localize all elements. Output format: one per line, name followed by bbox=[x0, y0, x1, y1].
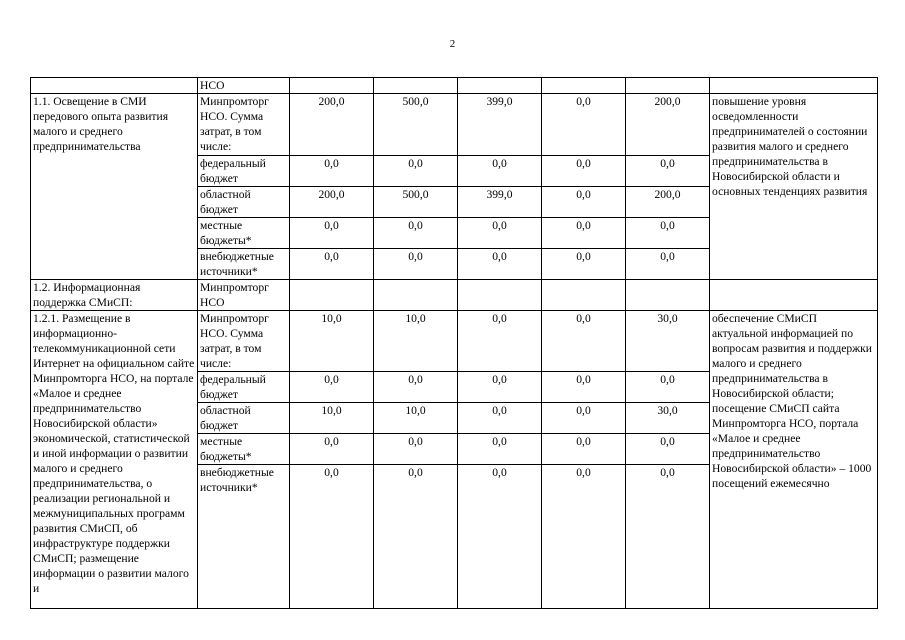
value-cell: 0,0 bbox=[458, 218, 542, 249]
executor-cell: внебюджетные источники* bbox=[198, 465, 290, 609]
executor-cell: НСО bbox=[198, 78, 290, 94]
value-cell: 0,0 bbox=[374, 156, 458, 187]
executor-cell: Минпромторг НСО bbox=[198, 280, 290, 311]
value-cell bbox=[542, 78, 626, 94]
executor-cell: Минпромторг НСО. Сумма затрат, в том числе: bbox=[198, 94, 290, 156]
executor-cell: местные бюджеты* bbox=[198, 434, 290, 465]
table-row bbox=[31, 78, 878, 94]
value-cell: 0,0 bbox=[542, 187, 626, 218]
value-cell: 0,0 bbox=[626, 249, 710, 280]
value-cell: 500,0 bbox=[374, 187, 458, 218]
value-cell: 0,0 bbox=[542, 434, 626, 465]
value-cell: 10,0 bbox=[374, 403, 458, 434]
description-cell: 1.1. Освещение в СМИ передового опыта развития малого и среднего предпринимательства bbox=[31, 94, 198, 280]
value-cell: 0,0 bbox=[458, 372, 542, 403]
value-cell bbox=[458, 78, 542, 94]
value-cell: 0,0 bbox=[626, 218, 710, 249]
value-cell: 0,0 bbox=[626, 156, 710, 187]
value-cell: 0,0 bbox=[626, 434, 710, 465]
value-cell: 30,0 bbox=[626, 403, 710, 434]
value-cell: 0,0 bbox=[290, 434, 374, 465]
value-cell: 399,0 bbox=[458, 94, 542, 156]
value-cell: 0,0 bbox=[374, 218, 458, 249]
executor-cell: областной бюджет bbox=[198, 403, 290, 434]
value-cell: 0,0 bbox=[458, 249, 542, 280]
value-cell: 30,0 bbox=[626, 311, 710, 372]
value-cell bbox=[290, 78, 374, 94]
value-cell: 0,0 bbox=[290, 156, 374, 187]
value-cell: 0,0 bbox=[542, 218, 626, 249]
value-cell: 0,0 bbox=[626, 465, 710, 609]
value-cell: 0,0 bbox=[542, 465, 626, 609]
executor-cell: федеральный бюджет bbox=[198, 372, 290, 403]
value-cell: 0,0 bbox=[542, 249, 626, 280]
value-cell: 200,0 bbox=[290, 187, 374, 218]
value-cell: 0,0 bbox=[290, 372, 374, 403]
value-cell bbox=[374, 78, 458, 94]
value-cell: 0,0 bbox=[542, 403, 626, 434]
table-row bbox=[31, 94, 878, 156]
value-cell: 399,0 bbox=[458, 187, 542, 218]
value-cell: 0,0 bbox=[458, 434, 542, 465]
value-cell: 0,0 bbox=[290, 249, 374, 280]
value-cell: 500,0 bbox=[374, 94, 458, 156]
description-cell bbox=[31, 78, 198, 94]
value-cell: 0,0 bbox=[374, 249, 458, 280]
value-cell: 0,0 bbox=[290, 465, 374, 609]
value-cell: 200,0 bbox=[290, 94, 374, 156]
executor-cell: Минпромторг НСО. Сумма затрат, в том числе: bbox=[198, 311, 290, 372]
result-cell bbox=[710, 280, 878, 311]
value-cell: 0,0 bbox=[458, 156, 542, 187]
value-cell: 0,0 bbox=[626, 372, 710, 403]
value-cell: 0,0 bbox=[290, 218, 374, 249]
result-cell: повышение уровня осведомленности предпринимателей о состоянии развития малого и среднего предпринимательства в Новосибирской области и основных тенденциях развития bbox=[710, 94, 878, 280]
description-cell: 1.2.1. Размещение в информационно-телекоммуникационной сети Интернет на официальном сайте Минпромторга НСО, на портале «Малое и среднее предпринимательство Новосибирской области» экономической, статистической и иной информации о развитии малого и среднего предпринимательства, о реализации региональной и межмуниципальных программ развития СМиСП, об инфраструктуре поддержки СМиСП; размещение информации о развитии малого и bbox=[31, 311, 198, 609]
value-cell: 0,0 bbox=[374, 434, 458, 465]
value-cell: 0,0 bbox=[458, 403, 542, 434]
value-cell bbox=[290, 280, 374, 311]
executor-cell: внебюджетные источники* bbox=[198, 249, 290, 280]
description-cell: 1.2. Информационная поддержка СМиСП: bbox=[31, 280, 198, 311]
executor-cell: областной бюджет bbox=[198, 187, 290, 218]
value-cell: 0,0 bbox=[458, 311, 542, 372]
executor-cell: местные бюджеты* bbox=[198, 218, 290, 249]
value-cell bbox=[626, 280, 710, 311]
value-cell: 0,0 bbox=[542, 372, 626, 403]
value-cell: 0,0 bbox=[374, 465, 458, 609]
table-row bbox=[31, 311, 878, 372]
value-cell: 0,0 bbox=[374, 372, 458, 403]
value-cell: 200,0 bbox=[626, 187, 710, 218]
result-cell bbox=[710, 78, 878, 94]
value-cell: 10,0 bbox=[374, 311, 458, 372]
value-cell bbox=[458, 280, 542, 311]
page-number: 2 bbox=[449, 38, 456, 50]
executor-cell: федеральный бюджет bbox=[198, 156, 290, 187]
value-cell bbox=[374, 280, 458, 311]
value-cell: 0,0 bbox=[458, 465, 542, 609]
value-cell: 0,0 bbox=[542, 94, 626, 156]
value-cell: 0,0 bbox=[542, 311, 626, 372]
activities-table bbox=[30, 77, 878, 609]
value-cell bbox=[542, 280, 626, 311]
value-cell bbox=[626, 78, 710, 94]
value-cell: 10,0 bbox=[290, 311, 374, 372]
value-cell: 10,0 bbox=[290, 403, 374, 434]
value-cell: 200,0 bbox=[626, 94, 710, 156]
table-row bbox=[31, 280, 878, 311]
result-cell: обеспечение СМиСП актуальной информацией по вопросам развития и поддержки малого и среднего предпринимательства в Новосибирской области; посещение СМиСП сайта Минпромторга НСО, портала «Малое и среднее предпринимательство Новосибирской области» – 1000 посещений ежемесячно bbox=[710, 311, 878, 609]
value-cell: 0,0 bbox=[542, 156, 626, 187]
